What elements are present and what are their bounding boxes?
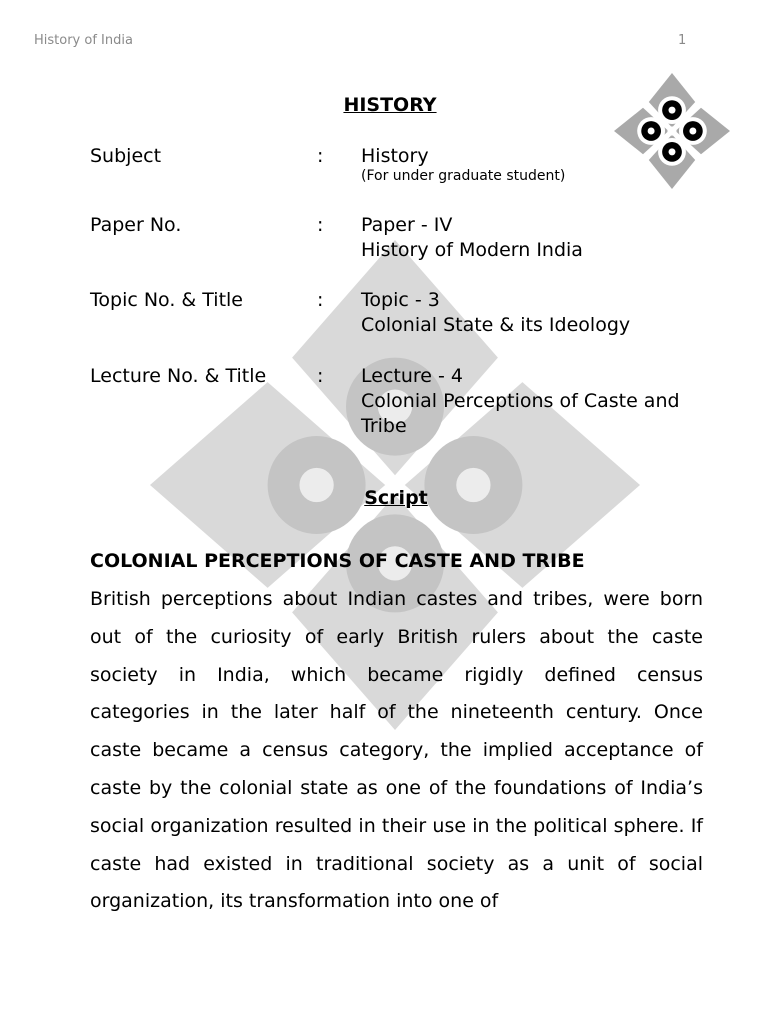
script-heading: Script bbox=[364, 487, 428, 509]
page-number: 1 bbox=[678, 33, 687, 48]
meta-value-line: Topic - 3 bbox=[361, 289, 440, 311]
meta-value bbox=[361, 144, 721, 185]
running-title: History of India bbox=[34, 33, 133, 48]
document-title: HISTORY bbox=[343, 94, 437, 116]
meta-value-line: Tribe bbox=[361, 415, 407, 437]
meta-value-line: History bbox=[361, 145, 429, 167]
meta-colon: : bbox=[317, 145, 324, 167]
meta-label: Paper No. bbox=[90, 214, 182, 236]
meta-note: (For under graduate student) bbox=[361, 168, 566, 184]
meta-colon: : bbox=[317, 214, 324, 236]
meta-label: Subject bbox=[90, 145, 162, 167]
meta-value bbox=[361, 288, 721, 338]
meta-label: Lecture No. & Title bbox=[90, 365, 267, 387]
meta-colon: : bbox=[317, 365, 324, 387]
meta-value bbox=[361, 364, 721, 439]
meta-value-line: History of Modern India bbox=[361, 239, 583, 261]
meta-value-line: Colonial State & its Ideology bbox=[361, 314, 631, 336]
meta-label: Topic No. & Title bbox=[90, 289, 243, 311]
meta-value-line: Lecture - 4 bbox=[361, 365, 463, 387]
body-paragraph: British perceptions about Indian castes and tribes, were born out of the curiosity of early British rulers about the caste society in India, which became rigidly defined census categories in the later half of the nineteenth century. Once caste became a census category, the implied acceptance of caste by the colonial state as one of the foundations of India’s social organization resulted in their use in the political sphere. If caste had existed in traditional society as a unit of social organization, its transformation into one of bbox=[90, 588, 703, 913]
meta-value-line: Paper - IV bbox=[361, 214, 453, 236]
section-heading: COLONIAL PERCEPTIONS OF CASTE AND TRIBE bbox=[90, 550, 585, 572]
meta-value-line: Colonial Perceptions of Caste and bbox=[361, 390, 680, 412]
meta-colon: : bbox=[317, 289, 324, 311]
meta-value bbox=[361, 213, 721, 263]
